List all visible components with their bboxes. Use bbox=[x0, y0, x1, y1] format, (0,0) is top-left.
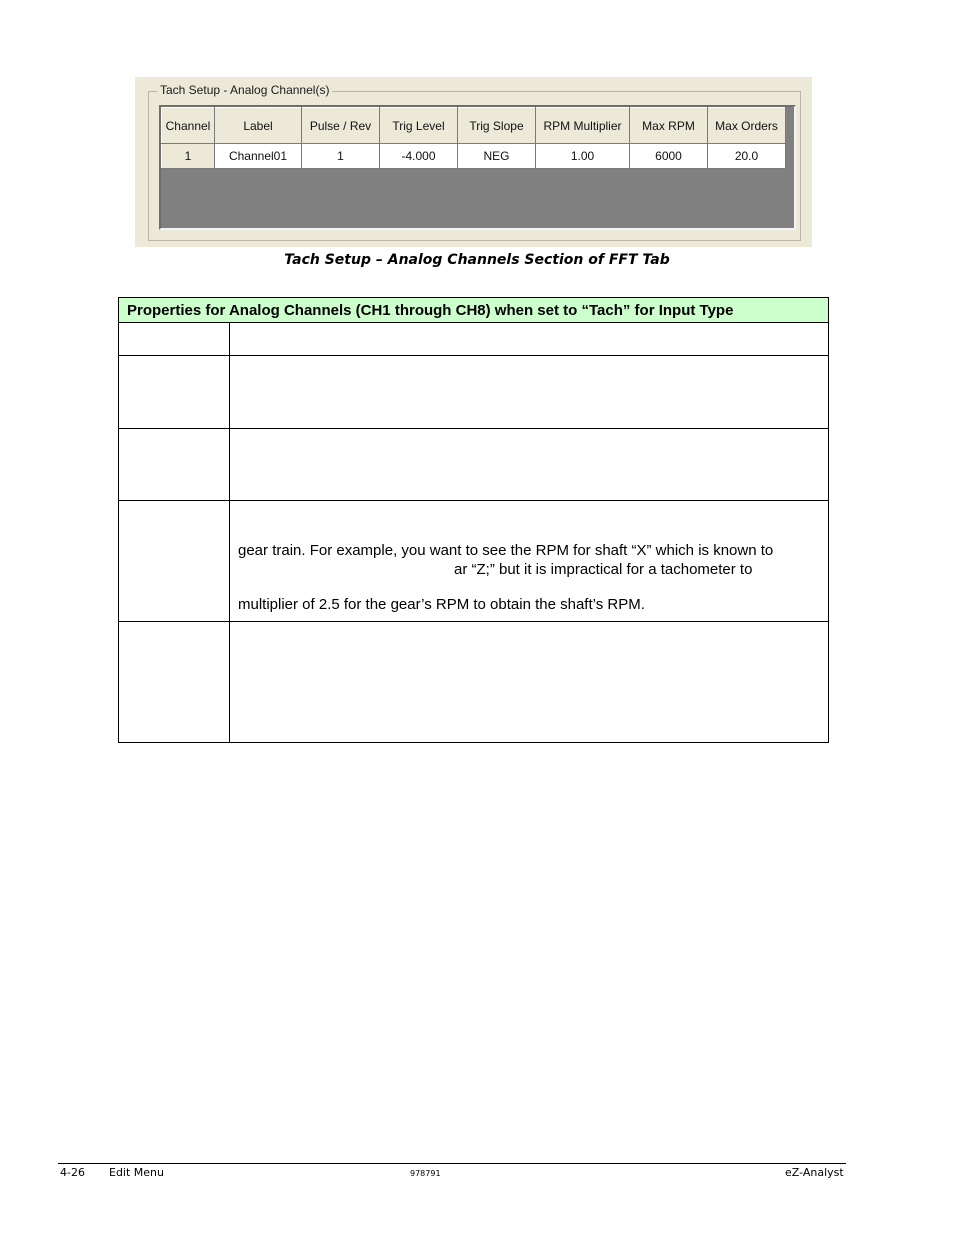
tach-grid[interactable] bbox=[159, 105, 796, 230]
property-description-cell bbox=[230, 323, 829, 356]
description-line: gear train. For example, you want to see the RPM for shaft “X” which is known to bbox=[238, 542, 774, 559]
property-name-cell bbox=[119, 622, 230, 743]
col-channel[interactable]: Channel bbox=[162, 108, 215, 144]
col-label[interactable]: Label bbox=[215, 108, 302, 144]
property-description-cell bbox=[230, 622, 829, 743]
table-row bbox=[119, 622, 829, 743]
col-pulse-rev[interactable]: Pulse / Rev bbox=[302, 108, 380, 144]
cell-pulse-rev[interactable]: 1 bbox=[302, 144, 380, 169]
property-name-cell bbox=[119, 429, 230, 501]
footer-doc-number: 978791 bbox=[410, 1169, 441, 1178]
cell-max-orders[interactable]: 20.0 bbox=[708, 144, 786, 169]
cell-trig-level[interactable]: -4.000 bbox=[380, 144, 458, 169]
cell-rpm-multiplier[interactable]: 1.00 bbox=[536, 144, 630, 169]
col-trig-level[interactable]: Trig Level bbox=[380, 108, 458, 144]
table-row bbox=[119, 429, 829, 501]
rpm-multiplier-description bbox=[230, 501, 829, 622]
col-max-rpm[interactable]: Max RPM bbox=[630, 108, 708, 144]
property-description-cell bbox=[230, 356, 829, 429]
properties-table-header: Properties for Analog Channels (CH1 through CH8) when set to “Tach” for Input Type bbox=[119, 298, 829, 323]
cell-label[interactable]: Channel01 bbox=[215, 144, 302, 169]
tach-setup-screenshot bbox=[135, 77, 812, 247]
footer-section: Edit Menu bbox=[109, 1166, 164, 1179]
footer-page-number: 4-26 bbox=[60, 1166, 85, 1179]
property-name-cell bbox=[119, 356, 230, 429]
description-line: ar “Z;” but it is impractical for a tachometer to bbox=[454, 561, 753, 578]
col-rpm-multiplier[interactable]: RPM Multiplier bbox=[536, 108, 630, 144]
cell-channel: 1 bbox=[162, 144, 215, 169]
description-line: multiplier of 2.5 for the gear’s RPM to obtain the shaft’s RPM. bbox=[238, 596, 645, 613]
table-row bbox=[119, 501, 829, 622]
cell-max-rpm[interactable]: 6000 bbox=[630, 144, 708, 169]
cell-trig-slope[interactable]: NEG bbox=[458, 144, 536, 169]
footer-product: eZ-Analyst bbox=[785, 1166, 844, 1179]
table-row bbox=[119, 356, 829, 429]
table-row bbox=[119, 323, 829, 356]
property-name-cell bbox=[119, 323, 230, 356]
property-description-cell bbox=[230, 429, 829, 501]
figure-caption: Tach Setup – Analog Channels Section of FFT Tab bbox=[284, 252, 670, 268]
table-row[interactable] bbox=[162, 144, 786, 169]
properties-table bbox=[118, 297, 829, 743]
col-max-orders[interactable]: Max Orders bbox=[708, 108, 786, 144]
property-name-cell bbox=[119, 501, 230, 622]
grid-header-row bbox=[162, 108, 786, 144]
footer-rule bbox=[58, 1163, 846, 1164]
group-title: Tach Setup - Analog Channel(s) bbox=[157, 83, 332, 97]
col-trig-slope[interactable]: Trig Slope bbox=[458, 108, 536, 144]
